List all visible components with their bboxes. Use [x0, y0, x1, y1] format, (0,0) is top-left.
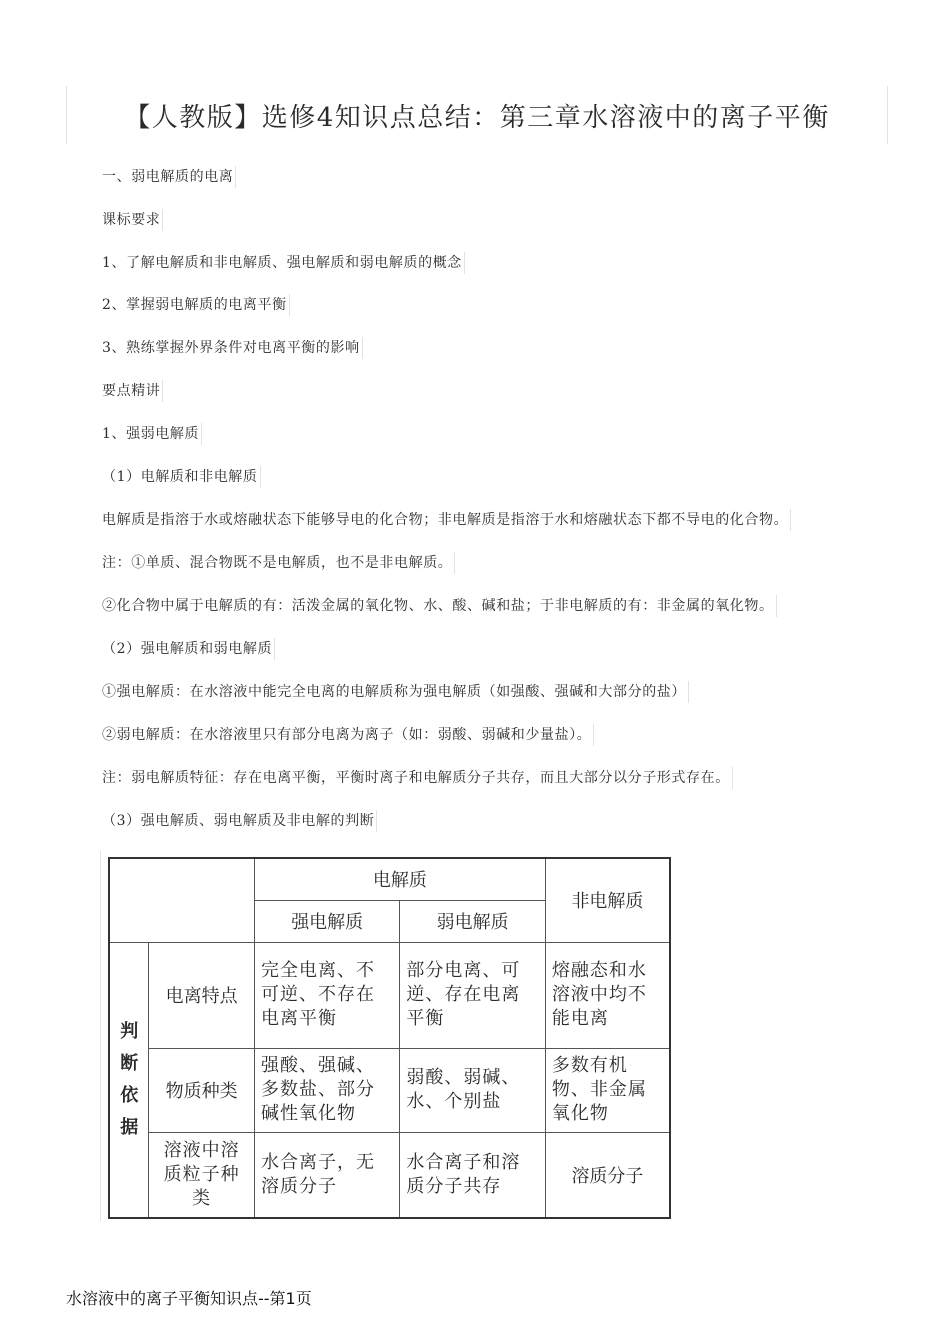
table-cell: 溶质分子 [545, 1132, 670, 1218]
paragraph: ①强电解质：在水溶液中能完全电离的电解质称为强电解质（如强酸、强碱和大部分的盐） [102, 681, 689, 703]
table-cell: 熔融态和水溶液中均不能电离 [545, 942, 670, 1048]
requirement-item: 1、了解电解质和非电解质、强电解质和弱电解质的概念 [102, 252, 465, 274]
table-cell: 强酸、强碱、多数盐、部分碱性氧化物 [254, 1048, 399, 1132]
table-cell: 水合离子，无溶质分子 [254, 1132, 399, 1218]
header-weak: 弱电解质 [400, 900, 545, 942]
basis-label [109, 942, 149, 1218]
basis-char: 依 [120, 1084, 139, 1106]
header-strong: 强电解质 [254, 900, 399, 942]
topic-subheading: （1）电解质和非电解质 [102, 466, 261, 488]
table-cell: 完全电离、不可逆、不存在电离平衡 [254, 942, 399, 1048]
note: ②化合物中属于电解质的有：活泼金属的氧化物、水、酸、碱和盐；于非电解质的有：非金属的氧化物。 [102, 595, 777, 617]
paragraph: 电解质是指溶于水或熔融状态下能够导电的化合物；非电解质是指溶于水和熔融状态下都不导电的化合物。 [102, 509, 791, 531]
topic-subheading: （2）强电解质和弱电解质 [102, 638, 275, 660]
basis-char: 据 [120, 1116, 139, 1138]
header-non-electrolyte: 非电解质 [545, 858, 670, 942]
subheading: 要点精讲 [102, 380, 163, 402]
page-title: 【人教版】选修4知识点总结：第三章水溶液中的离子平衡 [124, 102, 830, 133]
requirement-item: 3、熟练掌握外界条件对电离平衡的影响 [102, 337, 363, 359]
row-label: 电离特点 [149, 942, 255, 1048]
page-footer: 水溶液中的离子平衡知识点--第1页 [66, 1289, 312, 1308]
basis-char: 断 [120, 1052, 139, 1074]
row-label: 溶液中溶质粒子种类 [149, 1132, 255, 1218]
note: 注：①单质、混合物既不是电解质，也不是非电解质。 [102, 552, 455, 574]
note: 注：弱电解质特征：存在电离平衡，平衡时离子和电解质分子共存，而且大部分以分子形式存在。 [102, 767, 733, 789]
table-cell: 部分电离、可逆、存在电离平衡 [400, 942, 545, 1048]
row-label: 物质种类 [149, 1048, 255, 1132]
header-electrolyte: 电解质 [254, 858, 545, 900]
topic-heading: 1、强弱电解质 [102, 423, 202, 445]
subheading: 课标要求 [102, 209, 163, 231]
table-cell: 多数有机物、非金属氧化物 [545, 1048, 670, 1132]
table-image-frame [100, 851, 673, 1221]
table-cell: 水合离子和溶质分子共存 [400, 1132, 545, 1218]
table-cell: 弱酸、弱碱、水、个别盐 [400, 1048, 545, 1132]
electrolyte-criteria-table [108, 857, 671, 1219]
topic-subheading: （3）强电解质、弱电解质及非电解的判断 [102, 810, 377, 832]
requirement-item: 2、掌握弱电解质的电离平衡 [102, 294, 290, 316]
section-heading: 一、弱电解质的电离 [102, 166, 236, 188]
title-box [66, 86, 888, 144]
paragraph: ②弱电解质：在水溶液里只有部分电离为离子（如：弱酸、弱碱和少量盐）。 [102, 724, 594, 746]
corner-cell [109, 858, 254, 942]
basis-char: 判 [120, 1020, 139, 1042]
